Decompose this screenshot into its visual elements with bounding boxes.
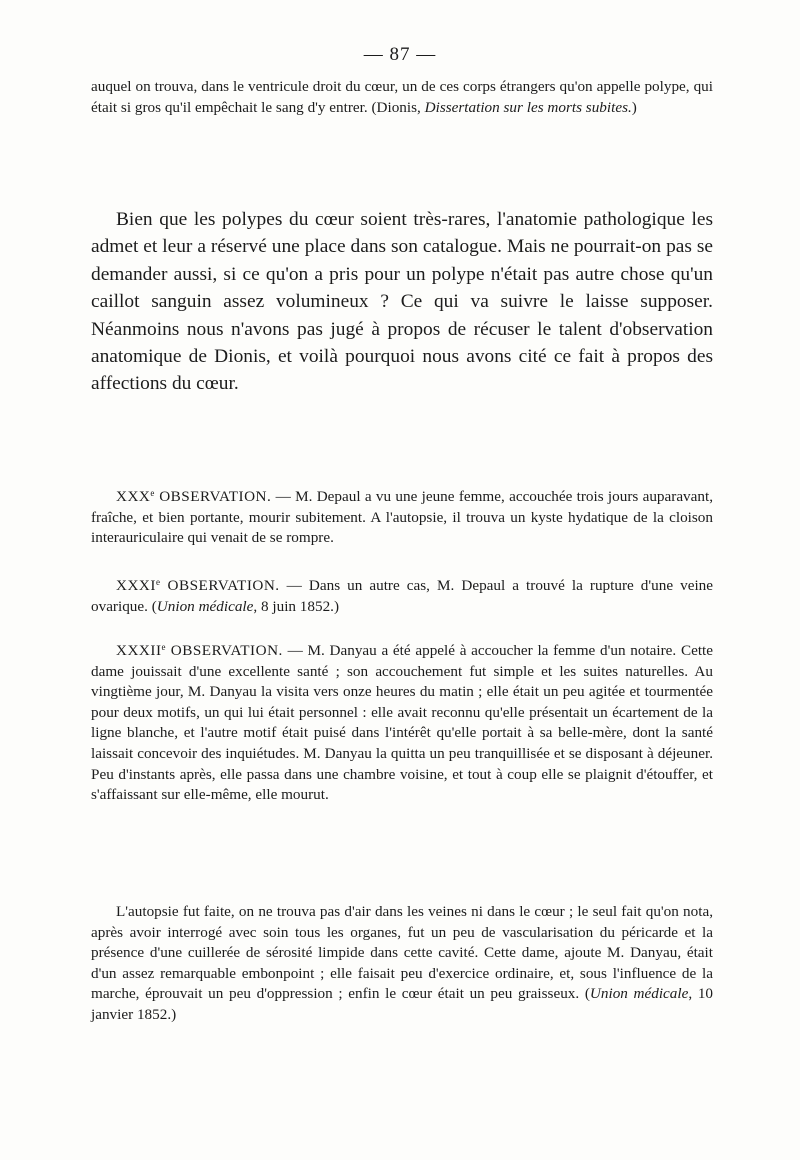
observation-numeral: XXXI xyxy=(116,577,156,594)
paragraph-text: L'autopsie fut faite, on ne trouva pas d'air dans les veines ni dans le cœur ; le seul fait qu'on nota, après avoir interrogé avec soin tous les organes, fut un peu de vascularisation du péricarde et la présence d'une cuillerée de sérosité limpide dans cette cavité. Cette dame, ajoute M. Danyau, était d'un assez remarquable embonpoint ; elle faisait peu d'exercice ordinaire, et, sous l'influence de la marche, éprouvait un peu d'oppression ; enfin le cœur était un peu graisseux. ( xyxy=(91,903,713,1003)
citation-date: , 8 juin 1852.) xyxy=(253,597,340,615)
observation-heading: OBSERVATION. xyxy=(154,488,272,505)
observation-ordinal: e xyxy=(161,642,166,652)
observation-32 xyxy=(91,641,713,806)
observation-heading: OBSERVATION. xyxy=(165,642,283,659)
observation-text: — M. Depaul a vu une jeune femme, accouchée trois jours auparavant, fraîche, et bien portante, mourir subitement. A l'autopsie, il trouva un kyste hydatique de la cloison interauriculaire qui venait de se rompre. xyxy=(91,488,714,547)
paragraph-polypes: Bien que les polypes du cœur soient très-rares, l'anatomie pathologique les admet et leur a réservé une place dans son catalogue. Mais ne pourrait-on pas se demander aussi, si ce qu'on a pris pour un polype n'était pas autre chose qu'un caillot sanguin assez volumineux ? Ce qui va suivre le laisse supposer. Néanmoins nous n'avons pas jugé à propos de récuser le talent d'observation anatomique de Dionis, et voilà pourquoi nous avons cité ce fait à propos des affections du cœur. xyxy=(91,209,713,395)
source-citation: Union médicale xyxy=(589,985,689,1003)
paragraph-dionis-citation xyxy=(91,77,713,118)
observation-30 xyxy=(91,487,713,549)
observation-31 xyxy=(91,576,713,617)
observation-text: — M. Danyau a été appelé à accoucher la femme d'un notaire. Cette dame jouissait d'une excellente santé ; son accouchement fut simple et les suites naturelles. Au vingtième jour, M. Danyau la visita vers onze heures du matin ; elle était un peu agitée et tourmentée pour deux motifs, un qui lui était personnel : elle avait reconnu qu'elle présentait un écartement de la ligne blanche, et l'autre motif était puisé dans l'intérêt qu'elle portait à sa belle-mère, dont la santé laissait concevoir des inquiétudes. M. Danyau la quitta un peu tranquillisée et se disposant à déjeuner. Peu d'instants après, elle passa dans une chambre voisine, et tout à coup elle se plaignit d'étouffer, et s'affaissant sur elle-même, elle mourut. xyxy=(91,642,713,804)
paragraph-text: auquel on trouva, dans le ventricule droit du cœur, un de ces corps étrangers qu'on appelle polype, qui était si gros qu'il empêchait le sang d'y entrer. (Dionis, xyxy=(91,78,713,116)
observation-ordinal: e xyxy=(155,577,160,587)
paragraph-autopsy xyxy=(91,902,713,1026)
observation-heading: OBSERVATION. xyxy=(159,577,280,594)
citation-date: , 10 janvier 1852.) xyxy=(91,985,714,1023)
observation-text: — Dans un autre cas, M. Depaul a trouvé la rupture d'une veine ovarique. ( xyxy=(91,577,713,615)
page-number: — 87 — xyxy=(363,44,437,65)
observation-numeral: XXXII xyxy=(116,642,162,659)
citation-close: ) xyxy=(631,98,637,116)
observation-ordinal: e xyxy=(150,488,155,498)
source-citation: Union médicale xyxy=(156,597,254,615)
source-citation: Dissertation sur les morts subites. xyxy=(424,98,632,116)
observation-numeral: XXX xyxy=(116,488,151,505)
